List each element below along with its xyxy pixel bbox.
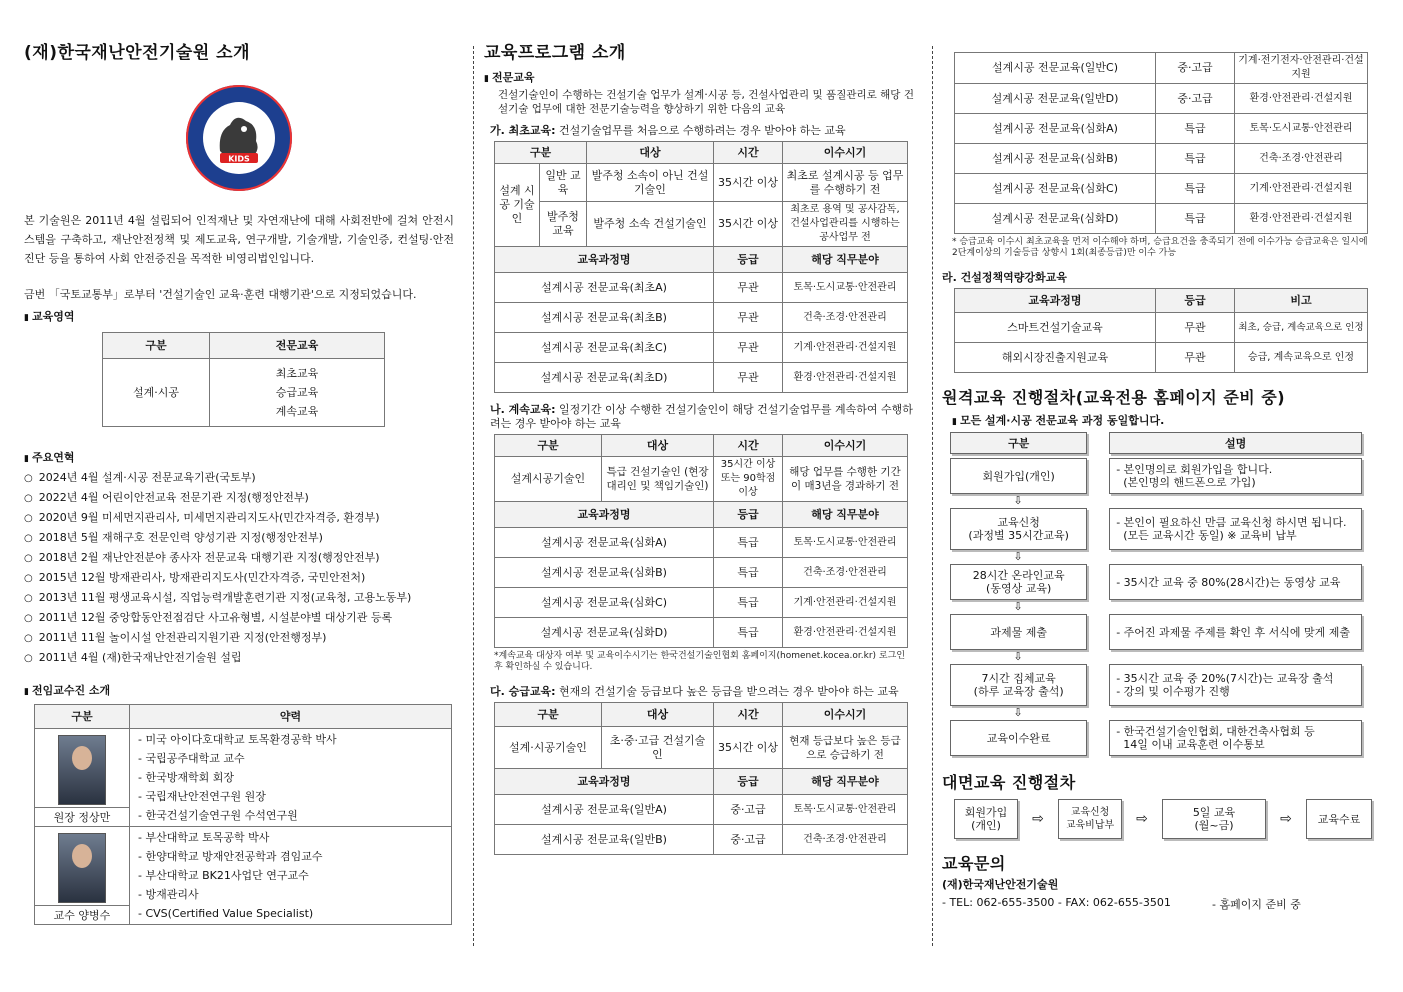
course-grade: 중·고급 (1156, 53, 1235, 84)
process-desc-line: - 주어진 과제물 주제를 확인 후 서식에 맞게 제출 (1116, 625, 1351, 639)
process-header: 설명 (1109, 432, 1362, 454)
process-step-name: 회원가입(개인) (950, 458, 1087, 494)
course-field: 기계·안전관리·건설지원 (783, 333, 908, 363)
course-grade: 무관 (714, 333, 783, 363)
course-field: 건축·조경·안전관리 (783, 558, 908, 588)
process-desc-line: (본인명의 핸드폰으로 가입) (1116, 476, 1256, 489)
contact-info (942, 896, 1372, 912)
table-header: 이수시기 (783, 435, 908, 457)
table-header: 시간 (714, 435, 783, 457)
course-field: 기계·안전관리·건설지원 (783, 588, 908, 618)
promotion-education-label: 다. 승급교육: 현재의 건설기술 등급보다 높은 등급을 받으려는 경우 받아야 하는 교육 (490, 685, 899, 698)
course-name: 설계시공 전문교육(심화D) (955, 204, 1156, 234)
group-label: 설계 시공 기술 인 (495, 164, 540, 247)
course-grade: 무관 (1156, 343, 1235, 373)
staff-header: 약력 (130, 705, 452, 729)
table-header: 교육과정명 (495, 502, 714, 528)
table-cell: 설계·시공기술인 (495, 727, 602, 769)
course-grade: 무관 (714, 363, 783, 393)
offline-process-title: 대면교육 진행절차 (942, 773, 1076, 792)
initial-education-label: 가. 최초교육: 건설기술업무를 처음으로 수행하려는 경우 받아야 하는 교육 (490, 124, 846, 137)
table-cell: 초·중·고급 건설기술인 (602, 727, 714, 769)
history-item: ○ 2011년 4월 (재)한국재난안전기술원 설립 (24, 648, 454, 668)
history-item: ○ 2013년 11월 평생교육시설, 직업능력개발훈련기관 지정(교육청, 고용노동부) (24, 588, 454, 608)
process-desc-line: - 35시간 교육 중 80%(28시간)는 동영상 교육 (1116, 575, 1341, 589)
course-name: 설계시공 전문교육(최초B) (495, 303, 714, 333)
table-header: 교육과정명 (955, 289, 1156, 313)
table-header: 해당 직무분야 (783, 502, 908, 528)
career-item: - 한국방재학회 회장 (138, 768, 448, 787)
course-name: 설계시공 전문교육(최초D) (495, 363, 714, 393)
course-grade: 중·고급 (714, 825, 783, 855)
course-grade: 중·고급 (714, 795, 783, 825)
remote-process-header (950, 432, 1362, 454)
course-field: 환경·안전관리·건설지원 (783, 363, 908, 393)
process-step (950, 720, 1362, 756)
process-step (950, 458, 1362, 494)
process-step-name: 교육신청 (과정별 35시간교육) (950, 508, 1087, 550)
course-name: 설계시공 전문교육(일반D) (955, 84, 1156, 114)
course-name: 설계시공 전문교육(심화D) (495, 618, 714, 648)
area-table (102, 332, 385, 427)
course-grade: 무관 (714, 273, 783, 303)
right-arrow-icon: ⇨ (1280, 811, 1292, 827)
course-grade: 중·고급 (1156, 84, 1235, 114)
staff-name: 원장 정상만 (35, 807, 129, 825)
promotion-education-table (494, 702, 908, 855)
history-item: ○ 2024년 4월 설계·시공 전문교육기관(국토부) (24, 468, 454, 488)
continuing-education-table (494, 434, 908, 648)
table-cell: 발주청 교육 (540, 202, 587, 247)
area-item: 최초교육 (275, 367, 319, 380)
table-header: 시간 (714, 703, 783, 727)
area-item: 승급교육 (275, 386, 319, 399)
course-field: 토목·도시교통·안전관리 (1235, 114, 1368, 144)
history-list (24, 468, 454, 668)
table-header: 구분 (495, 435, 602, 457)
table-header: 비고 (1235, 289, 1368, 313)
course-grade: 특급 (1156, 174, 1235, 204)
career-item: - 한국건설기술연구원 수석연구원 (138, 806, 448, 825)
process-step-desc (1109, 508, 1362, 550)
area-row-label: 설계·시공 (103, 359, 210, 427)
intro-column (24, 38, 454, 925)
staff-header: 구분 (35, 705, 130, 729)
staff-person (35, 729, 130, 827)
course-name: 설계시공 전문교육(일반B) (495, 825, 714, 855)
career-item: - 한양대학교 방재안전공학과 겸임교수 (138, 847, 448, 866)
table-header: 구분 (495, 703, 602, 727)
area-header: 전문교육 (210, 333, 385, 359)
course-field: 기계·안전관리·건설지원 (1235, 174, 1368, 204)
continuing-note: *계속교육 대상자 여부 및 교육이수시기는 한국건설기술인협회 홈페이지(homenet.kocea.or.kr) 로그인 후 확인하실 수 있습니다. (494, 651, 906, 672)
table-header: 교육과정명 (495, 247, 714, 273)
table-cell: 발주청 소속이 아닌 건설기술인 (587, 164, 714, 202)
contact-phone-fax: - TEL: 062-655-3500 - FAX: 062-655-3501 (942, 896, 1171, 909)
course-name: 설계시공 전문교육(심화A) (955, 114, 1156, 144)
intro-title: (재)한국재난안전기술원 소개 (24, 43, 251, 63)
course-grade: 특급 (714, 558, 783, 588)
course-field: 환경·안전관리·건설지원 (1235, 204, 1368, 234)
process-header: 구분 (950, 432, 1087, 454)
table-cell: 35시간 이상 또는 90학점 이상 (714, 457, 783, 502)
history-item: ○ 2020년 9월 미세먼지관리사, 미세먼지관리지도사(민간자격증, 환경부) (24, 508, 454, 528)
career-item: - 부산대학교 토목공학 박사 (138, 828, 448, 847)
career-item: - 국립재난안전연구원 원장 (138, 787, 448, 806)
table-header: 대상 (602, 703, 714, 727)
right-arrow-icon: ⇨ (1136, 811, 1148, 827)
remote-process-title: 원격교육 진행절차(교육전용 홈페이지 준비 중) (942, 388, 1286, 407)
course-field: 건축·조경·안전관리 (1235, 144, 1368, 174)
program-heading: ▮ 전문교육 (484, 69, 914, 85)
contact-title: 교육문의 (942, 854, 1006, 873)
table-header: 해당 직무분야 (783, 247, 908, 273)
area-item: 계속교육 (275, 405, 319, 418)
contact-homepage: - 홈페이지 준비 중 (1212, 898, 1301, 911)
down-arrow-icon: ⇩ (1013, 550, 1023, 563)
process-desc-line: - 35시간 교육 중 20%(7시간)는 교육장 출석 (1116, 672, 1334, 685)
history-item: ○ 2018년 2월 재난안전분야 종사자 전문교육 대행기관 지정(행정안전부) (24, 548, 454, 568)
course-name: 설계시공 전문교육(심화B) (495, 558, 714, 588)
history-item: ○ 2018년 5월 재해구호 전문인력 양성기관 지정(행정안전부) (24, 528, 454, 548)
career-item: - 국립공주대학교 교수 (138, 749, 448, 768)
process-step (950, 564, 1362, 600)
process-step-name: 과제물 제출 (950, 614, 1087, 650)
course-field: 건축·조경·안전관리 (783, 825, 908, 855)
course-grade: 무관 (1156, 313, 1235, 343)
history-item: ○ 2015년 12월 방재관리사, 방재관리지도사(민간자격증, 국민안전처) (24, 568, 454, 588)
table-header: 시간 (714, 142, 783, 164)
policy-education-table (954, 288, 1368, 373)
process-desc-line: 14일 이내 교육훈련 이수통보 (1116, 738, 1265, 751)
course-field: 토목·도시교통·안전관리 (783, 528, 908, 558)
history-item: ○ 2011년 12월 중앙합동안전점검단 사고유형별, 시설분야별 대상기관 등록 (24, 608, 454, 628)
table-header: 이수시기 (783, 703, 908, 727)
table-cell: 최초로 설계시공 등 업무를 수행하기 전 (783, 164, 908, 202)
table-cell: 특급 건설기술인 (현장대리인 및 책임기술인) (602, 457, 714, 502)
program-title: 교육프로그램 소개 (484, 43, 626, 63)
history-heading: ▮ 주요연혁 (24, 449, 454, 465)
promotion-education-table-continued (954, 52, 1368, 234)
table-header: 이수시기 (783, 142, 908, 164)
table-header: 구분 (495, 142, 587, 164)
table-cell: 설계시공기술인 (495, 457, 602, 502)
down-arrow-icon: ⇩ (1013, 600, 1023, 613)
table-header: 등급 (714, 502, 783, 528)
intro-designation: 금번 「국토교통부」로부터 '건설기술인 교육·훈련 대행기관'으로 지정되었습니다. (24, 288, 417, 301)
table-cell: 일반 교육 (540, 164, 587, 202)
avatar (58, 833, 106, 903)
process-step-desc (1109, 458, 1362, 494)
table-cell: 35시간 이상 (714, 727, 783, 769)
table-header: 대상 (587, 142, 714, 164)
right-arrow-icon: ⇨ (1032, 811, 1044, 827)
down-arrow-icon: ⇩ (1013, 494, 1023, 507)
offline-step-complete: 교육수료 (1306, 799, 1372, 839)
course-name: 해외시장진출지원교육 (955, 343, 1156, 373)
column-divider (932, 46, 933, 946)
history-item: ○ 2022년 4월 어린이안전교육 전문기관 지정(행정안전부) (24, 488, 454, 508)
contact-org: (재)한국재난안전기술원 (942, 878, 1059, 891)
course-name: 스마트건설기술교육 (955, 313, 1156, 343)
course-name: 설계시공 전문교육(심화C) (495, 588, 714, 618)
course-field: 토목·도시교통·안전관리 (783, 795, 908, 825)
course-field: 토목·도시교통·안전관리 (783, 273, 908, 303)
table-header: 등급 (1156, 289, 1235, 313)
remote-process-sub: ▮ 모든 설계·시공 전문교육 과정 동일합니다. (952, 412, 1372, 428)
logo-text: KIDS (228, 154, 250, 164)
career-item: - 방재관리사 (138, 885, 448, 904)
institute-logo-icon (184, 83, 294, 193)
policy-education-label: 라. 건설정책역량강화교육 (942, 271, 1067, 284)
intro-paragraph: 본 기술원은 2011년 4월 설립되어 인적재난 및 자연재난에 대해 사회전반에 걸쳐 안전시스템을 구축하고, 재난안전정책 및 제도교육, 연구개발, 기술개발, 기술인증, 컨설팅·안전진단 등을 통하여 사회 안전증진을 목적한 비영리법인입니다. (24, 214, 454, 265)
process-desc-line: - 강의 및 이수평가 진행 (1116, 685, 1230, 698)
area-heading: ▮ 교육영역 (24, 308, 454, 324)
process-column (942, 52, 1372, 912)
table-cell: 발주청 소속 건설기술인 (587, 202, 714, 247)
course-name: 설계시공 전문교육(심화C) (955, 174, 1156, 204)
staff-heading: ▮ 전임교수진 소개 (24, 682, 454, 698)
process-step-desc (1109, 564, 1362, 600)
area-items (210, 359, 385, 427)
table-cell: 최초로 용역 및 공사감독, 건설사업관리를 시행하는 공사업무 전 (783, 202, 908, 247)
table-cell: 35시간 이상 (714, 202, 783, 247)
offline-step-signup: 회원가입 (개인) (954, 799, 1018, 839)
course-name: 설계시공 전문교육(일반C) (955, 53, 1156, 84)
process-step-desc (1109, 664, 1362, 706)
course-field: 건축·조경·안전관리 (783, 303, 908, 333)
remote-process-steps (950, 458, 1362, 756)
column-divider (473, 46, 474, 946)
course-name: 설계시공 전문교육(최초C) (495, 333, 714, 363)
course-grade: 특급 (1156, 144, 1235, 174)
staff-table (34, 704, 452, 925)
avatar (58, 735, 106, 805)
career-item: - 미국 아이다호대학교 토목환경공학 박사 (138, 730, 448, 749)
down-arrow-icon: ⇩ (1013, 706, 1023, 719)
table-header: 해당 직무분야 (783, 769, 908, 795)
process-step-name: 28시간 온라인교육 (동영상 교육) (950, 564, 1087, 600)
process-step (950, 614, 1362, 650)
career-item: - 부산대학교 BK21사업단 연구교수 (138, 866, 448, 885)
course-field: 환경·안전관리·건설지원 (1235, 84, 1368, 114)
process-desc-line: - 본인명의로 회원가입을 합니다. (1116, 463, 1273, 476)
process-step-desc (1109, 720, 1362, 756)
course-name: 설계시공 전문교육(심화A) (495, 528, 714, 558)
staff-person (35, 827, 130, 925)
area-header: 구분 (103, 333, 210, 359)
process-desc-line: (모든 교육시간 동일) ※ 교육비 납부 (1116, 529, 1297, 542)
process-step-desc (1109, 614, 1362, 650)
process-step-name: 7시간 집체교육 (하루 교육장 출석) (950, 664, 1087, 706)
process-desc-line: - 본인이 필요하신 만큼 교육신청 하시면 됩니다. (1116, 516, 1347, 529)
course-grade: 특급 (714, 618, 783, 648)
course-field: 기계·전기전자·안전관리·건설지원 (1235, 53, 1368, 84)
table-cell: 현재 등급보다 높은 등급으로 승급하기 전 (783, 727, 908, 769)
process-step-name: 교육이수완료 (950, 720, 1087, 756)
history-item: ○ 2011년 11월 놀이시설 안전관리지원기관 지정(안전행정부) (24, 628, 454, 648)
program-column (484, 38, 914, 855)
process-step (950, 664, 1362, 706)
staff-name: 교수 양병수 (35, 905, 129, 923)
initial-education-table (494, 141, 908, 393)
course-note: 최초, 승급, 계속교육으로 인정 (1235, 313, 1368, 343)
table-cell: 35시간 이상 (714, 164, 783, 202)
table-cell: 해당 업무를 수행한 기간이 매3년을 경과하기 전 (783, 457, 908, 502)
course-name: 설계시공 전문교육(일반A) (495, 795, 714, 825)
table-header: 등급 (714, 247, 783, 273)
course-grade: 특급 (1156, 204, 1235, 234)
course-note: 승급, 계속교육으로 인정 (1235, 343, 1368, 373)
offline-step-course: 5일 교육 (월~금) (1162, 799, 1266, 839)
course-name: 설계시공 전문교육(최초A) (495, 273, 714, 303)
course-grade: 특급 (714, 588, 783, 618)
down-arrow-icon: ⇩ (1013, 650, 1023, 663)
table-header: 등급 (714, 769, 783, 795)
process-step (950, 508, 1362, 550)
offline-step-apply: 교육신청 교육비납부 (1058, 799, 1122, 839)
staff-career (130, 827, 452, 925)
course-grade: 특급 (714, 528, 783, 558)
course-field: 환경·안전관리·건설지원 (783, 618, 908, 648)
promotion-note: * 승급교육 이수시 최초교육을 먼저 이수해야 하며, 승급요건을 충족되기 전에 이수가능 승급교육은 일시에 2단계이상의 기술등급 상향시 1회(최종등급)만 이수 가능 (952, 237, 1368, 258)
course-grade: 무관 (714, 303, 783, 333)
career-item: - CVS(Certified Value Specialist) (138, 904, 448, 923)
offline-process-flow (954, 799, 1372, 839)
staff-career (130, 729, 452, 827)
table-header: 교육과정명 (495, 769, 714, 795)
continuing-education-label: 나. 계속교육: 일정기간 이상 수행한 건설기술인이 해당 건설기술업무를 계속하여 수행하려는 경우 받아야 하는 교육 (490, 403, 913, 430)
course-name: 설계시공 전문교육(심화B) (955, 144, 1156, 174)
process-desc-line: - 한국건설기술인협회, 대한건축사협회 등 (1116, 725, 1315, 738)
course-grade: 특급 (1156, 114, 1235, 144)
program-desc: 건설기술인이 수행하는 건설기술 업무가 설계·시공 등, 건설사업관리 및 품질관리로 해당 건설기술 업무에 대한 전문기술능력을 향상하기 위한 다음의 교육 (498, 89, 914, 115)
table-header: 대상 (602, 435, 714, 457)
